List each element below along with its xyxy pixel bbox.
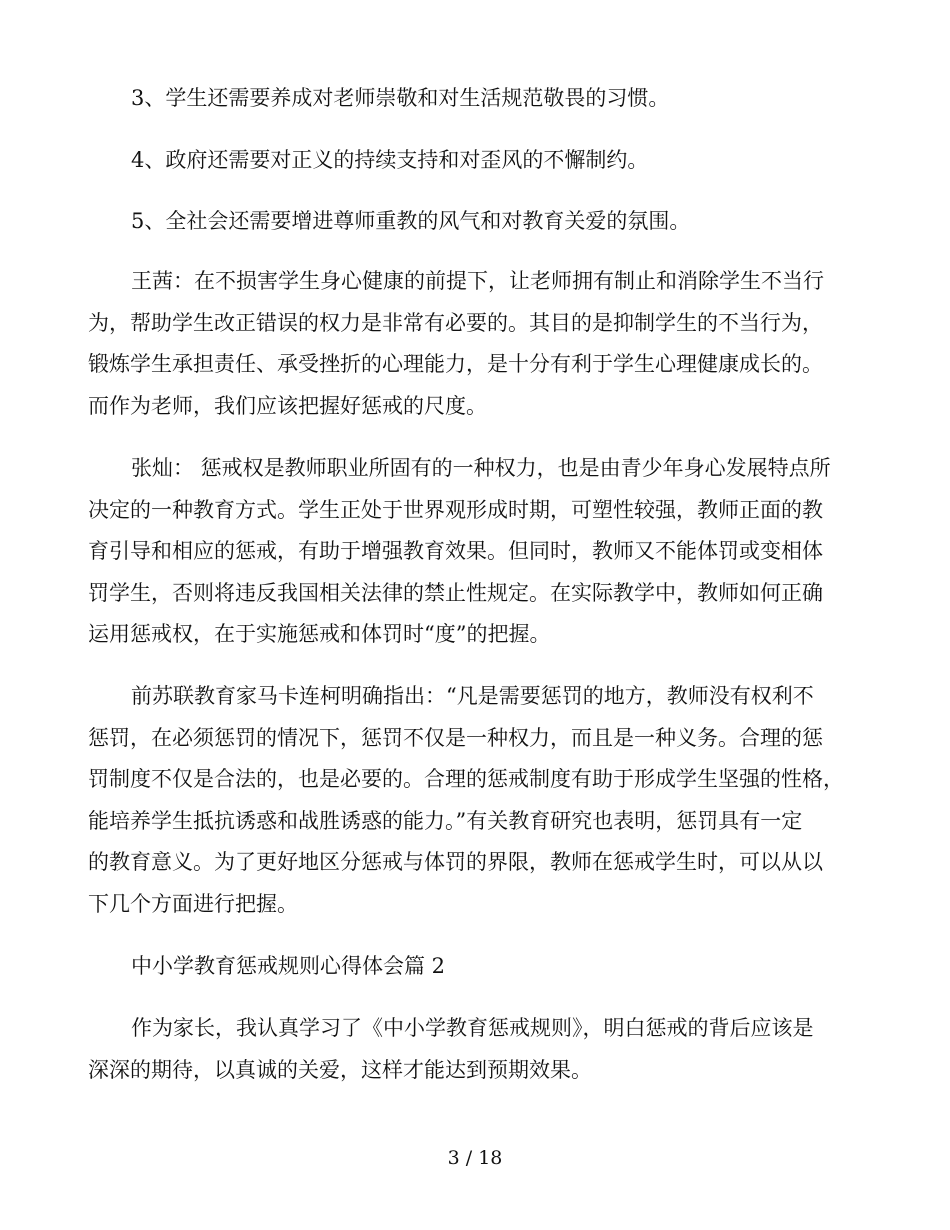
text-line: 5、全社会还需要增进尊师重教的风气和对教育关爱的氛围。	[131, 209, 691, 233]
text-line: 3、学生还需要养成对老师崇敬和对生活规范敬畏的习惯。	[131, 86, 670, 110]
text-line: 的教育意义。为了更好地区分惩戒与体罚的界限，教师在惩戒学生时，可以从以	[88, 850, 823, 874]
text-line: 4、政府还需要对正义的持续支持和对歪风的不懈制约。	[131, 148, 649, 172]
text-line: 下几个方面进行把握。	[88, 892, 298, 916]
text-line: 张灿： 惩戒权是教师职业所固有的一种权力，也是由青少年身心发展特点所	[131, 456, 831, 480]
text-line: 为，帮助学生改正错误的权力是非常有必要的。其目的是抑制学生的不当行为，	[88, 311, 823, 335]
text-line: 而作为老师，我们应该把握好惩戒的尺度。	[88, 394, 487, 418]
text-line: 惩罚，在必须惩罚的情况下，惩罚不仅是一种权力，而且是一种义务。合理的惩	[88, 726, 823, 750]
text-line: 中小学教育惩戒规则心得体会篇 2	[131, 954, 446, 978]
text-line: 前苏联教育家马卡连柯明确指出：“凡是需要惩罚的地方，教师没有权利不	[131, 684, 814, 708]
page-number: 3 / 18	[447, 1147, 503, 1169]
text-line: 王茜：在不损害学生身心健康的前提下，让老师拥有制止和消除学生不当行	[131, 269, 824, 293]
text-line: 决定的一种教育方式。学生正处于世界观形成时期，可塑性较强，教师正面的教	[88, 498, 823, 522]
text-line: 锻炼学生承担责任、承受挫折的心理能力，是十分有利于学生心理健康成长的。	[88, 352, 823, 376]
text-line: 罚学生，否则将违反我国相关法律的禁止性规定。在实际教学中，教师如何正确	[88, 581, 823, 605]
text-line: 罚制度不仅是合法的，也是必要的。合理的惩戒制度有助于形成学生坚强的性格，	[88, 767, 844, 791]
text-line: 深深的期待，以真诚的关爱，这样才能达到预期效果。	[88, 1058, 592, 1082]
text-line: 作为家长，我认真学习了《中小学教育惩戒规则》，明白惩戒的背后应该是	[131, 1016, 814, 1040]
text-line: 能培养学生抵抗诱惑和战胜诱惑的能力。”有关教育研究也表明，惩罚具有一定	[88, 809, 803, 833]
text-line: 育引导和相应的惩戒，有助于增强教育效果。但同时，教师又不能体罚或变相体	[88, 539, 823, 563]
text-line: 运用惩戒权，在于实施惩戒和体罚时“度”的把握。	[88, 622, 551, 646]
